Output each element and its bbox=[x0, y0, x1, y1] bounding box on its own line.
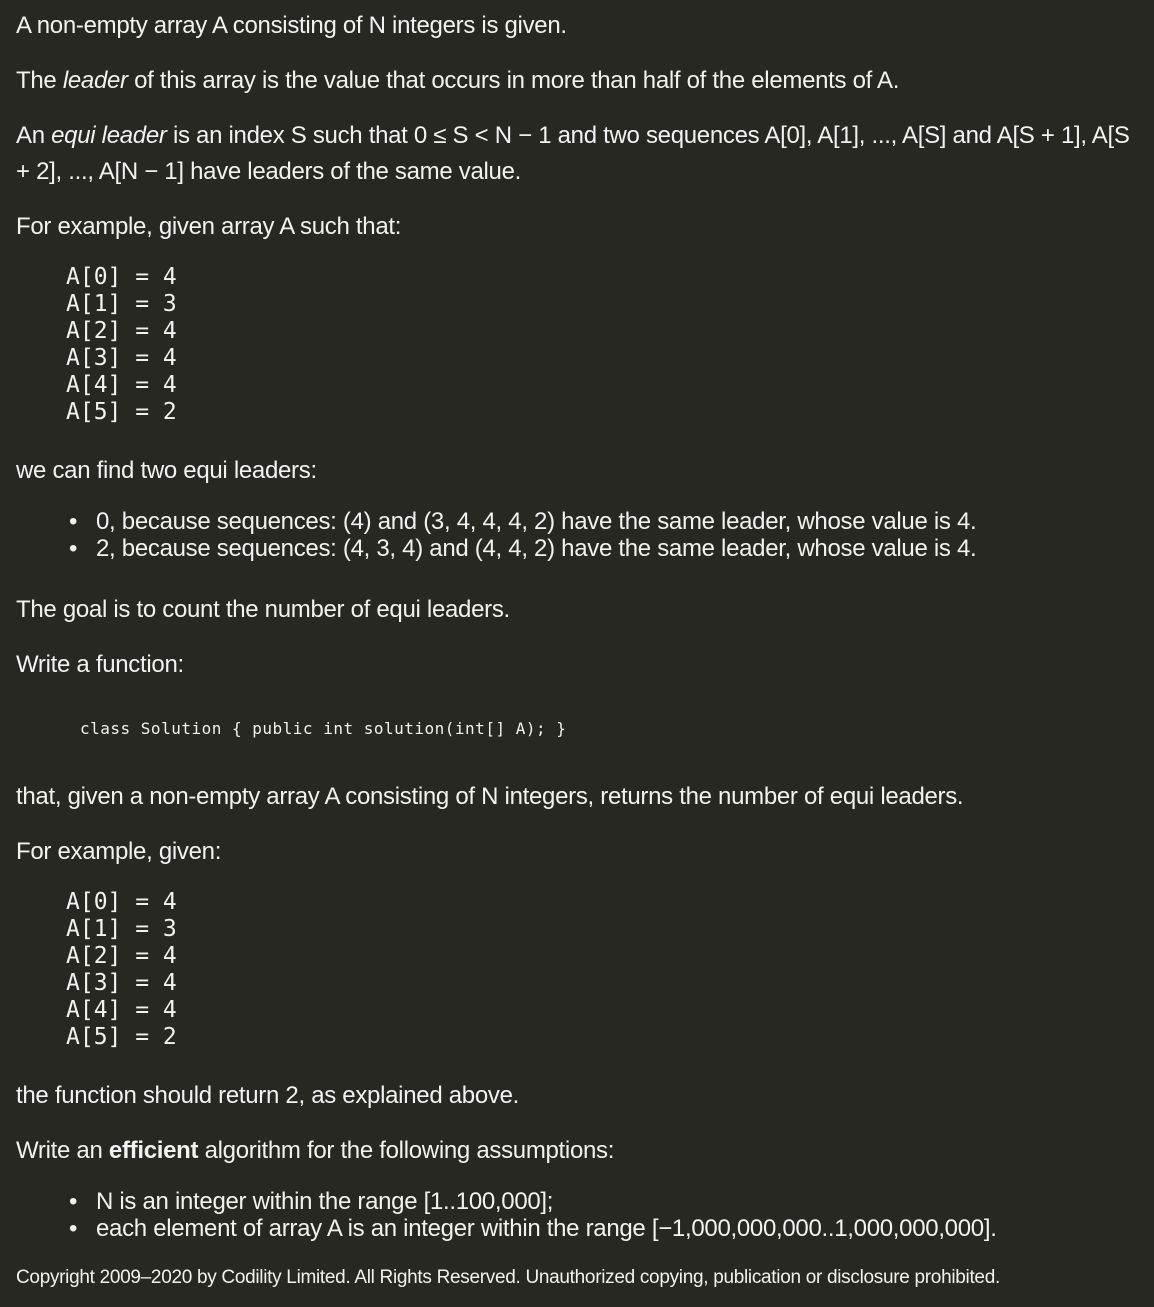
list-item bbox=[69, 535, 1138, 562]
result-paragraph: the function should return 2, as explained above. bbox=[16, 1082, 519, 1109]
equi-leader-definition bbox=[16, 118, 1138, 190]
array-line: A[5] = 2 bbox=[66, 1024, 177, 1050]
write-function-paragraph: Write a function: bbox=[16, 651, 184, 678]
list-item-text: 0, because sequences: (4) and (3, 4, 4, 4, 2) have the same leader, whose value is 4. bbox=[96, 508, 977, 535]
bullet-icon: • bbox=[69, 1188, 78, 1215]
array-line: A[4] = 4 bbox=[66, 997, 177, 1023]
list-item bbox=[69, 1188, 1138, 1215]
bullet-icon: • bbox=[69, 1215, 78, 1242]
text-span: Write an bbox=[16, 1137, 109, 1164]
text-span: is an index S such that 0 ≤ S < N − 1 and two sequences A[0], A[1], ..., A[S] and A[S + 1], A[S + 2], ..., A[N − 1] have leaders of the same value. bbox=[16, 122, 1130, 185]
function-signature: class Solution { public int solution(int[] A); } bbox=[80, 719, 567, 738]
array-line: A[1] = 3 bbox=[66, 291, 177, 317]
text-span: algorithm for the following assumptions: bbox=[198, 1137, 615, 1164]
text-span: The bbox=[16, 67, 63, 94]
emphasis-equi-leader: equi leader bbox=[51, 122, 167, 149]
returns-paragraph: that, given a non-empty array A consisting of N integers, returns the number of equi leaders. bbox=[16, 783, 964, 810]
leader-definition bbox=[16, 63, 1138, 99]
emphasis-efficient: efficient bbox=[108, 1137, 199, 1164]
goal-paragraph: The goal is to count the number of equi leaders. bbox=[16, 596, 510, 623]
array-line: A[5] = 2 bbox=[66, 399, 177, 425]
array-line: A[0] = 4 bbox=[66, 264, 177, 290]
example-intro: For example, given array A such that: bbox=[16, 213, 402, 240]
assumptions-list bbox=[16, 1188, 1138, 1242]
emphasis-leader: leader bbox=[62, 67, 128, 94]
copyright-notice: Copyright 2009–2020 by Codility Limited. All Rights Reserved. Unauthorized copying, publication or disclosure prohibited. bbox=[16, 1267, 1000, 1288]
array-line: A[3] = 4 bbox=[66, 970, 177, 996]
text-span: of this array is the value that occurs in more than half of the elements of A. bbox=[127, 67, 900, 94]
array-line: A[4] = 4 bbox=[66, 372, 177, 398]
array-line: A[1] = 3 bbox=[66, 916, 177, 942]
text-span: An bbox=[16, 122, 52, 149]
array-line: A[3] = 4 bbox=[66, 345, 177, 371]
list-item-text: N is an integer within the range [1..100,000]; bbox=[96, 1188, 554, 1215]
example-array-1 bbox=[66, 264, 1138, 426]
example2-intro: For example, given: bbox=[16, 838, 222, 865]
array-line: A[0] = 4 bbox=[66, 889, 177, 915]
intro-paragraph: A non-empty array A consisting of N integers is given. bbox=[16, 12, 567, 39]
array-line: A[2] = 4 bbox=[66, 318, 177, 344]
assumptions-intro bbox=[16, 1133, 1138, 1169]
list-item bbox=[69, 508, 1138, 535]
list-item bbox=[69, 1215, 1138, 1242]
list-item-text: each element of array A is an integer within the range [−1,000,000,000..1,000,000,000]. bbox=[96, 1215, 997, 1242]
list-item-text: 2, because sequences: (4, 3, 4) and (4, 4, 2) have the same leader, whose value is 4. bbox=[96, 535, 977, 562]
bullet-icon: • bbox=[69, 535, 78, 562]
leaders-list bbox=[16, 508, 1138, 562]
bullet-icon: • bbox=[69, 508, 78, 535]
example-array-2 bbox=[66, 889, 1138, 1051]
array-line: A[2] = 4 bbox=[66, 943, 177, 969]
leaders-intro: we can find two equi leaders: bbox=[16, 457, 317, 484]
